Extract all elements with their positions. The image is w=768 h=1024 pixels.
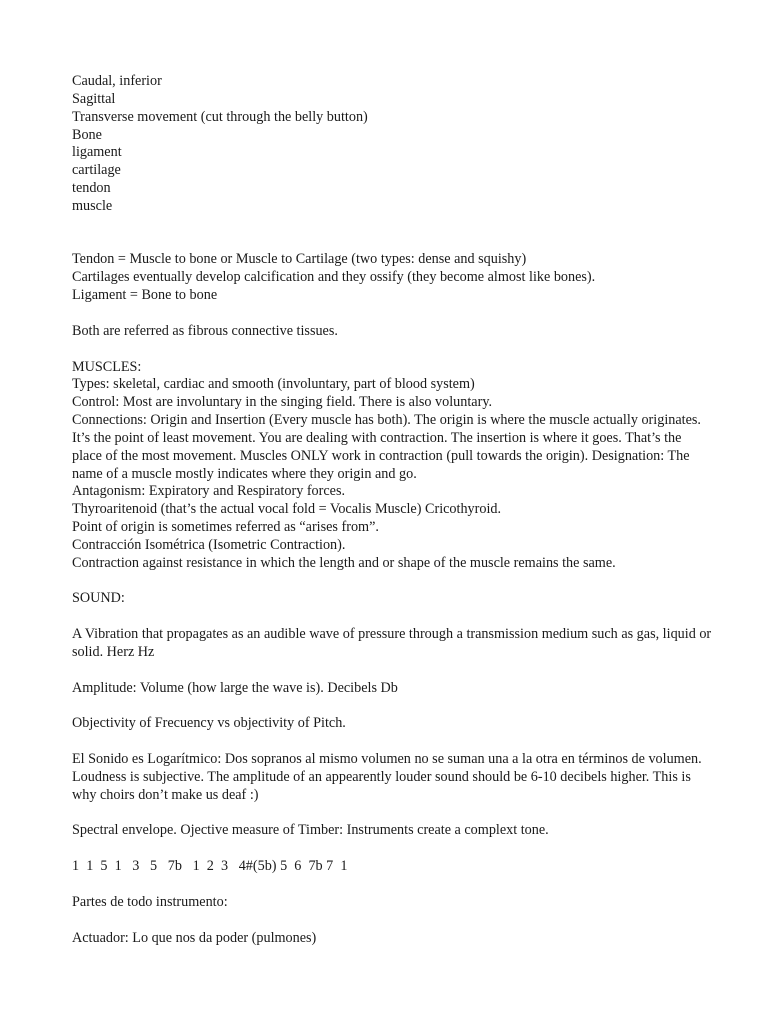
contraccion-isometrica: Contracción Isométrica (Isometric Contraction). bbox=[72, 536, 346, 553]
spacer bbox=[72, 573, 712, 591]
instrument-parts-heading: Partes de todo instrumento: bbox=[72, 893, 228, 910]
list-line: muscle bbox=[72, 197, 113, 214]
muscle-antagonism: Antagonism: Expiratory and Respiratory forces. bbox=[72, 483, 346, 500]
list-line: Transverse movement (cut through the belly button) bbox=[72, 108, 368, 125]
spacer bbox=[72, 698, 712, 716]
spacer bbox=[72, 216, 712, 234]
muscle-control: Control: Most are involuntary in the singing field. There is also voluntary. bbox=[72, 394, 493, 411]
list-line: cartilage bbox=[72, 162, 121, 179]
muscle-types: Types: skeletal, cardiac and smooth (involuntary, part of blood system) bbox=[72, 376, 475, 393]
spacer bbox=[72, 805, 712, 823]
list-line: Caudal, inferior bbox=[72, 73, 162, 89]
objectivity-note: Objectivity of Frecuency vs objectivity of Pitch. bbox=[72, 715, 346, 732]
spacer bbox=[72, 608, 712, 626]
spacer bbox=[72, 234, 712, 252]
sound-definition: A Vibration that propagates as an audible wave of pressure through a transmission medium such as gas, liquid or solid. Herz Hz bbox=[72, 626, 712, 660]
spacer bbox=[72, 840, 712, 858]
scale-degrees-line: 1 1 5 1 3 5 7b 1 2 3 4#(5b) 5 6 7b 7 1 bbox=[72, 858, 348, 875]
spacer bbox=[72, 341, 712, 359]
document-page bbox=[72, 73, 712, 947]
tendon-definition: Tendon = Muscle to bone or Muscle to Cartilage (two types: dense and squishy) bbox=[72, 251, 527, 268]
list-line: Sagittal bbox=[72, 90, 116, 107]
spacer bbox=[72, 876, 712, 894]
spacer bbox=[72, 912, 712, 930]
cartilage-note: Cartilages eventually develop calcification and they ossify (they become almost like bones). bbox=[72, 269, 596, 286]
logarithmic-sound-note: El Sonido es Logarítmico: Dos sopranos al mismo volumen no se suman una a la otra en términos de volumen. Loudness is subjective. The amplitude of an appearently louder sound should be 6-10 decibels higher. This is why choirs don’t make us deaf :) bbox=[72, 751, 702, 803]
muscles-heading: MUSCLES: bbox=[72, 358, 142, 375]
fibrous-note: Both are referred as fibrous connective tissues. bbox=[72, 322, 338, 339]
sound-heading: SOUND: bbox=[72, 590, 125, 607]
list-line: tendon bbox=[72, 180, 111, 197]
spacer bbox=[72, 305, 712, 323]
spacer bbox=[72, 733, 712, 751]
thyroaritenoid-note: Thyroaritenoid (that’s the actual vocal fold = Vocalis Muscle) Cricothyroid. bbox=[72, 501, 502, 518]
spectral-envelope-note: Spectral envelope. Ojective measure of Timber: Instruments create a complext tone. bbox=[72, 822, 549, 839]
list-line: Bone bbox=[72, 126, 102, 143]
isometric-definition: Contraction against resistance in which the length and or shape of the muscle remains the same. bbox=[72, 554, 616, 571]
spacer bbox=[72, 662, 712, 680]
amplitude-note: Amplitude: Volume (how large the wave is). Decibels Db bbox=[72, 679, 398, 696]
muscle-connections: Connections: Origin and Insertion (Every muscle has both). The origin is where the muscle actually originates. It’s the point of least movement. You are dealing with contraction. The insertion is where it goes. That’s the place of the most movement. Muscles ONLY work in contraction (pull towards the origin). Designation: The name of a muscle mostly indicates where they origin and go. bbox=[72, 412, 701, 482]
list-line: ligament bbox=[72, 144, 122, 161]
actuador-note: Actuador: Lo que nos da poder (pulmones) bbox=[72, 929, 317, 946]
ligament-definition: Ligament = Bone to bone bbox=[72, 287, 218, 304]
point-of-origin-note: Point of origin is sometimes referred as “arises from”. bbox=[72, 519, 379, 536]
